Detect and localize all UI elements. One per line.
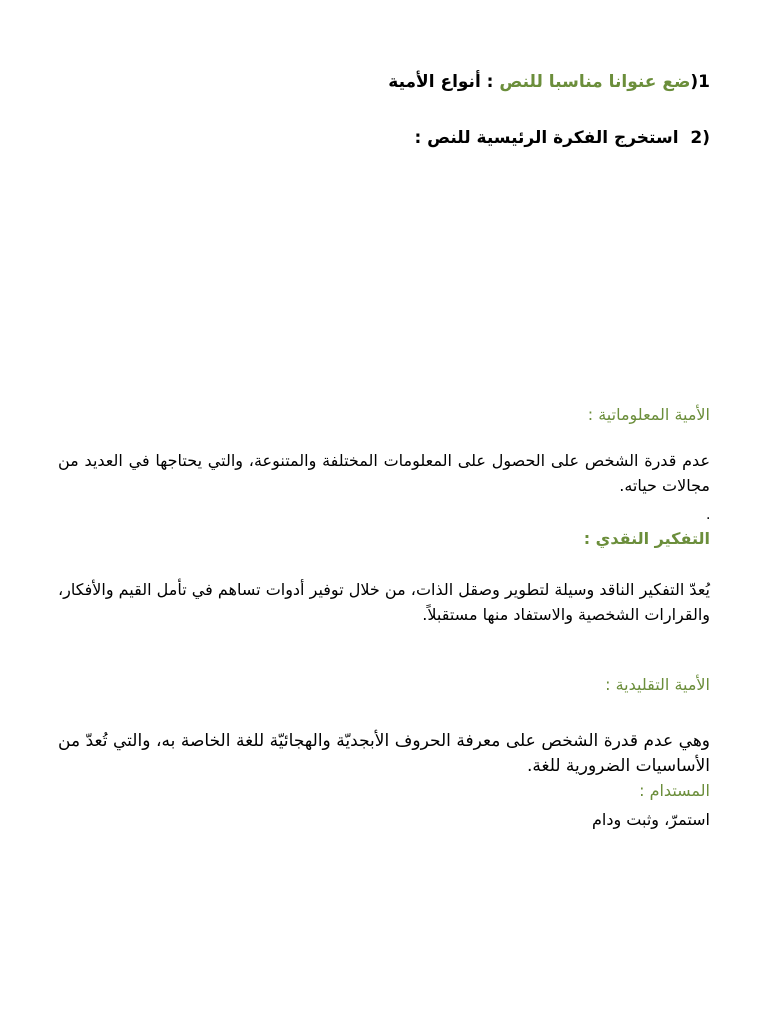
question-1-answer: : أنواع الأمية [388, 72, 494, 92]
critical-thinking-heading: التفكير النقدي : [583, 529, 710, 548]
sustainable-text: استمرّ، وثبت ودام [591, 810, 710, 829]
critical-thinking-text: يُعدّ التفكير الناقد وسيلة لتطوير وصقل الذات، من خلال توفير أدوات تساهم في تأمل القيم والأفكار، والقرارات الشخصية والاستفاد منها مستقبلاً. [58, 580, 710, 624]
traditional-literacy-heading: الأمية التقليدية : [605, 675, 710, 694]
info-literacy-text: عدم قدرة الشخص على الحصول على المعلومات المختلفة والمتنوعة، والتي يحتاجها في العديد من مجالات حياته. [58, 451, 710, 495]
sustainable-heading: المستدام : [639, 781, 710, 800]
info-literacy-heading: الأمية المعلوماتية : [587, 405, 710, 424]
traditional-literacy-text: وهي عدم قدرة الشخص على معرفة الحروف الأبجديّة والهجائيّة للغة الخاصة به، والتي تُعدّ من الأساسيات الضرورية للغة. [58, 731, 710, 776]
question-1 [58, 70, 710, 94]
question-2-prompt: استخرج الفكرة الرئيسية للنص : [414, 128, 679, 148]
question-1-number: 1( [690, 72, 710, 92]
stray-mark: . [706, 507, 711, 523]
question-1-prompt: ضع عنوانا مناسبا للنص [499, 72, 691, 92]
question-2-number: (2 [690, 128, 710, 148]
question-2 [58, 126, 710, 150]
